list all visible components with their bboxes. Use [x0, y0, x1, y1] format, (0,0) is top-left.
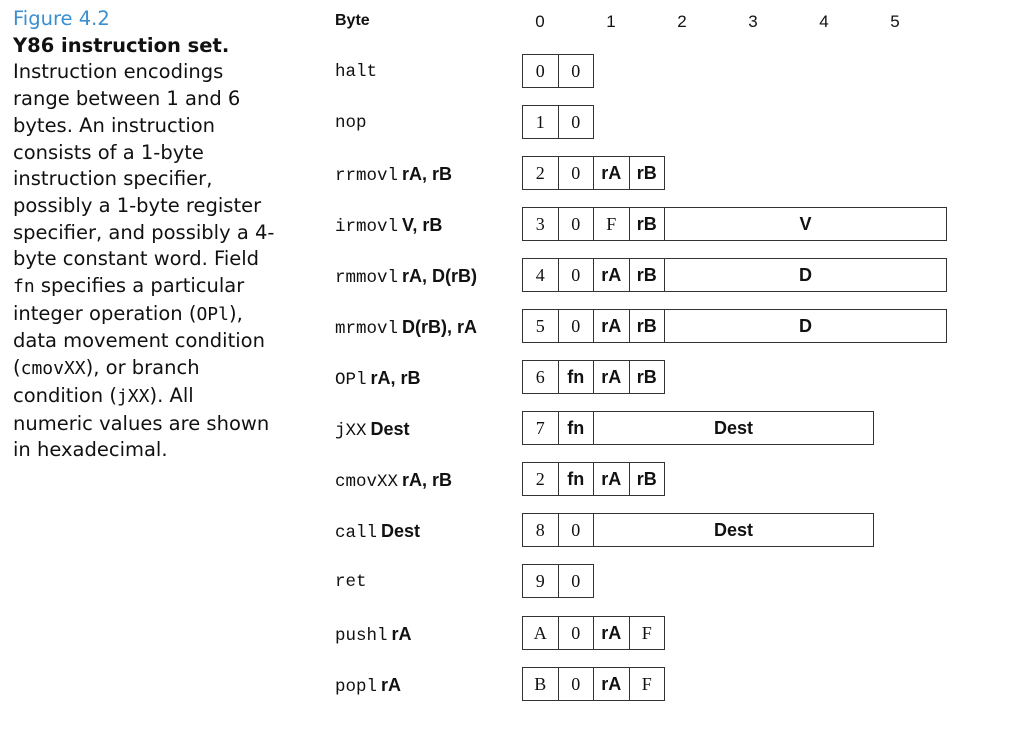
instruction-mnemonic: irmovl — [335, 217, 399, 237]
encoding-field: rB — [629, 156, 666, 190]
encoding-field: 0 — [558, 207, 595, 241]
instruction-operands: rA, rB — [402, 164, 453, 184]
encoding-field: 0 — [522, 54, 559, 88]
encoding-field: F — [593, 207, 630, 241]
encoding-field: 8 — [522, 513, 559, 547]
encoding-field: 0 — [558, 309, 595, 343]
instruction-row — [0, 54, 1024, 90]
byte-index: 3 — [748, 12, 758, 31]
encoding-field: 1 — [522, 105, 559, 139]
instruction-mnemonic: popl — [335, 677, 378, 697]
encoding-field: 2 — [522, 156, 559, 190]
encoding-field: fn — [558, 411, 595, 445]
encoding-field: 0 — [558, 258, 595, 292]
byte-index: 5 — [890, 12, 900, 31]
byte-index: 1 — [606, 12, 616, 31]
encoding-field: rA — [593, 667, 630, 701]
encoding-field: rB — [629, 309, 666, 343]
instruction-syntax — [335, 360, 421, 396]
instruction-syntax — [335, 54, 377, 90]
encoding-field: A — [522, 616, 559, 650]
caption-code-fn: fn — [13, 276, 35, 298]
instruction-row — [0, 411, 1024, 447]
caption-text: specifies a particular integer operation ( — [13, 274, 245, 325]
encoding-field: D — [664, 309, 947, 343]
instruction-mnemonic: ret — [335, 572, 367, 592]
caption-code-cmovxx: cmovXX — [20, 358, 86, 380]
encoding-field: 4 — [522, 258, 559, 292]
instruction-mnemonic: OPl — [335, 370, 367, 390]
encoding-field: rA — [593, 462, 630, 496]
encoding-field: 3 — [522, 207, 559, 241]
caption-text: ), data movement condition ( — [13, 301, 265, 380]
caption-text: ), or branch condition ( — [13, 356, 200, 407]
figure-label: Figure 4.2 — [13, 7, 110, 30]
instruction-operands: rA, rB — [402, 470, 453, 490]
encoding-field: 9 — [522, 564, 559, 598]
encoding-field: Dest — [593, 411, 874, 445]
encoding-field: rA — [593, 258, 630, 292]
encoding-field: rA — [593, 156, 630, 190]
encoding-field: 6 — [522, 360, 559, 394]
encoding-field: fn — [558, 360, 595, 394]
instruction-row — [0, 462, 1024, 498]
instruction-row — [0, 564, 1024, 600]
encoding-field: 0 — [558, 105, 595, 139]
encoding-field: 2 — [522, 462, 559, 496]
encoding-field: F — [629, 616, 666, 650]
caption-text: Instruction encodings range between 1 and 6 bytes. An instruction consists of a 1-byte instruction specifier, possibly a 1-byte register specifier, and possibly a 4-byte constant word. Field — [13, 60, 275, 271]
instruction-syntax — [335, 258, 477, 294]
encoding-field: rB — [629, 207, 666, 241]
caption-code-opl: OPl — [196, 303, 229, 325]
encoding-field: 5 — [522, 309, 559, 343]
byte-index: 2 — [677, 12, 687, 31]
instruction-operands: V, rB — [402, 215, 443, 235]
encoding-field: 0 — [558, 616, 595, 650]
encoding-field: B — [522, 667, 559, 701]
instruction-row — [0, 105, 1024, 141]
encoding-field: 0 — [558, 667, 595, 701]
instruction-operands: rA — [391, 624, 412, 644]
instruction-mnemonic: rmmovl — [335, 268, 399, 288]
instruction-mnemonic: jXX — [335, 421, 367, 441]
instruction-syntax — [335, 411, 410, 447]
instruction-operands: rA, D(rB) — [402, 266, 478, 286]
encoding-field: 0 — [558, 513, 595, 547]
encoding-field: V — [664, 207, 947, 241]
instruction-syntax — [335, 513, 420, 549]
instruction-mnemonic: mrmovl — [335, 319, 399, 339]
instruction-operands: D(rB), rA — [402, 317, 478, 337]
instruction-row — [0, 156, 1024, 192]
instruction-row — [0, 360, 1024, 396]
encoding-field: 0 — [558, 156, 595, 190]
instruction-syntax — [335, 156, 452, 192]
instruction-syntax — [335, 462, 452, 498]
instruction-syntax — [335, 207, 442, 243]
encoding-field: rB — [629, 258, 666, 292]
instruction-row — [0, 616, 1024, 652]
instruction-syntax — [335, 616, 412, 652]
encoding-field: 0 — [558, 564, 595, 598]
byte-header-label: Byte — [335, 12, 370, 29]
instruction-row — [0, 513, 1024, 549]
instruction-mnemonic: halt — [335, 62, 378, 82]
encoding-field: fn — [558, 462, 595, 496]
byte-index: 4 — [819, 12, 829, 31]
encoding-field: D — [664, 258, 947, 292]
encoding-field: rA — [593, 616, 630, 650]
instruction-mnemonic: pushl — [335, 626, 388, 646]
caption-code-jxx: jXX — [116, 385, 150, 407]
caption-text: ). All numeric values are shown in hexadecimal. — [13, 383, 270, 462]
instruction-row — [0, 207, 1024, 243]
instruction-row — [0, 309, 1024, 345]
encoding-field: 0 — [558, 54, 595, 88]
figure-title: Y86 instruction set. — [13, 33, 230, 57]
instruction-operands: rA — [381, 675, 402, 695]
instruction-operands: Dest — [370, 419, 410, 439]
instruction-syntax — [335, 309, 477, 345]
instruction-mnemonic: nop — [335, 113, 367, 133]
instruction-syntax — [335, 564, 367, 600]
instruction-syntax — [335, 667, 401, 703]
instruction-syntax — [335, 105, 367, 141]
instruction-row — [0, 258, 1024, 294]
instruction-mnemonic: call — [335, 523, 378, 543]
encoding-field: Dest — [593, 513, 874, 547]
instruction-row — [0, 667, 1024, 703]
instruction-operands: Dest — [381, 521, 421, 541]
encoding-field: rB — [629, 360, 666, 394]
instruction-mnemonic: rrmovl — [335, 166, 399, 186]
byte-index: 0 — [535, 12, 545, 31]
encoding-field: rA — [593, 309, 630, 343]
encoding-field: rA — [593, 360, 630, 394]
encoding-field: F — [629, 667, 666, 701]
encoding-field: 7 — [522, 411, 559, 445]
instruction-mnemonic: cmovXX — [335, 472, 399, 492]
encoding-field: rB — [629, 462, 666, 496]
instruction-operands: rA, rB — [370, 368, 421, 388]
